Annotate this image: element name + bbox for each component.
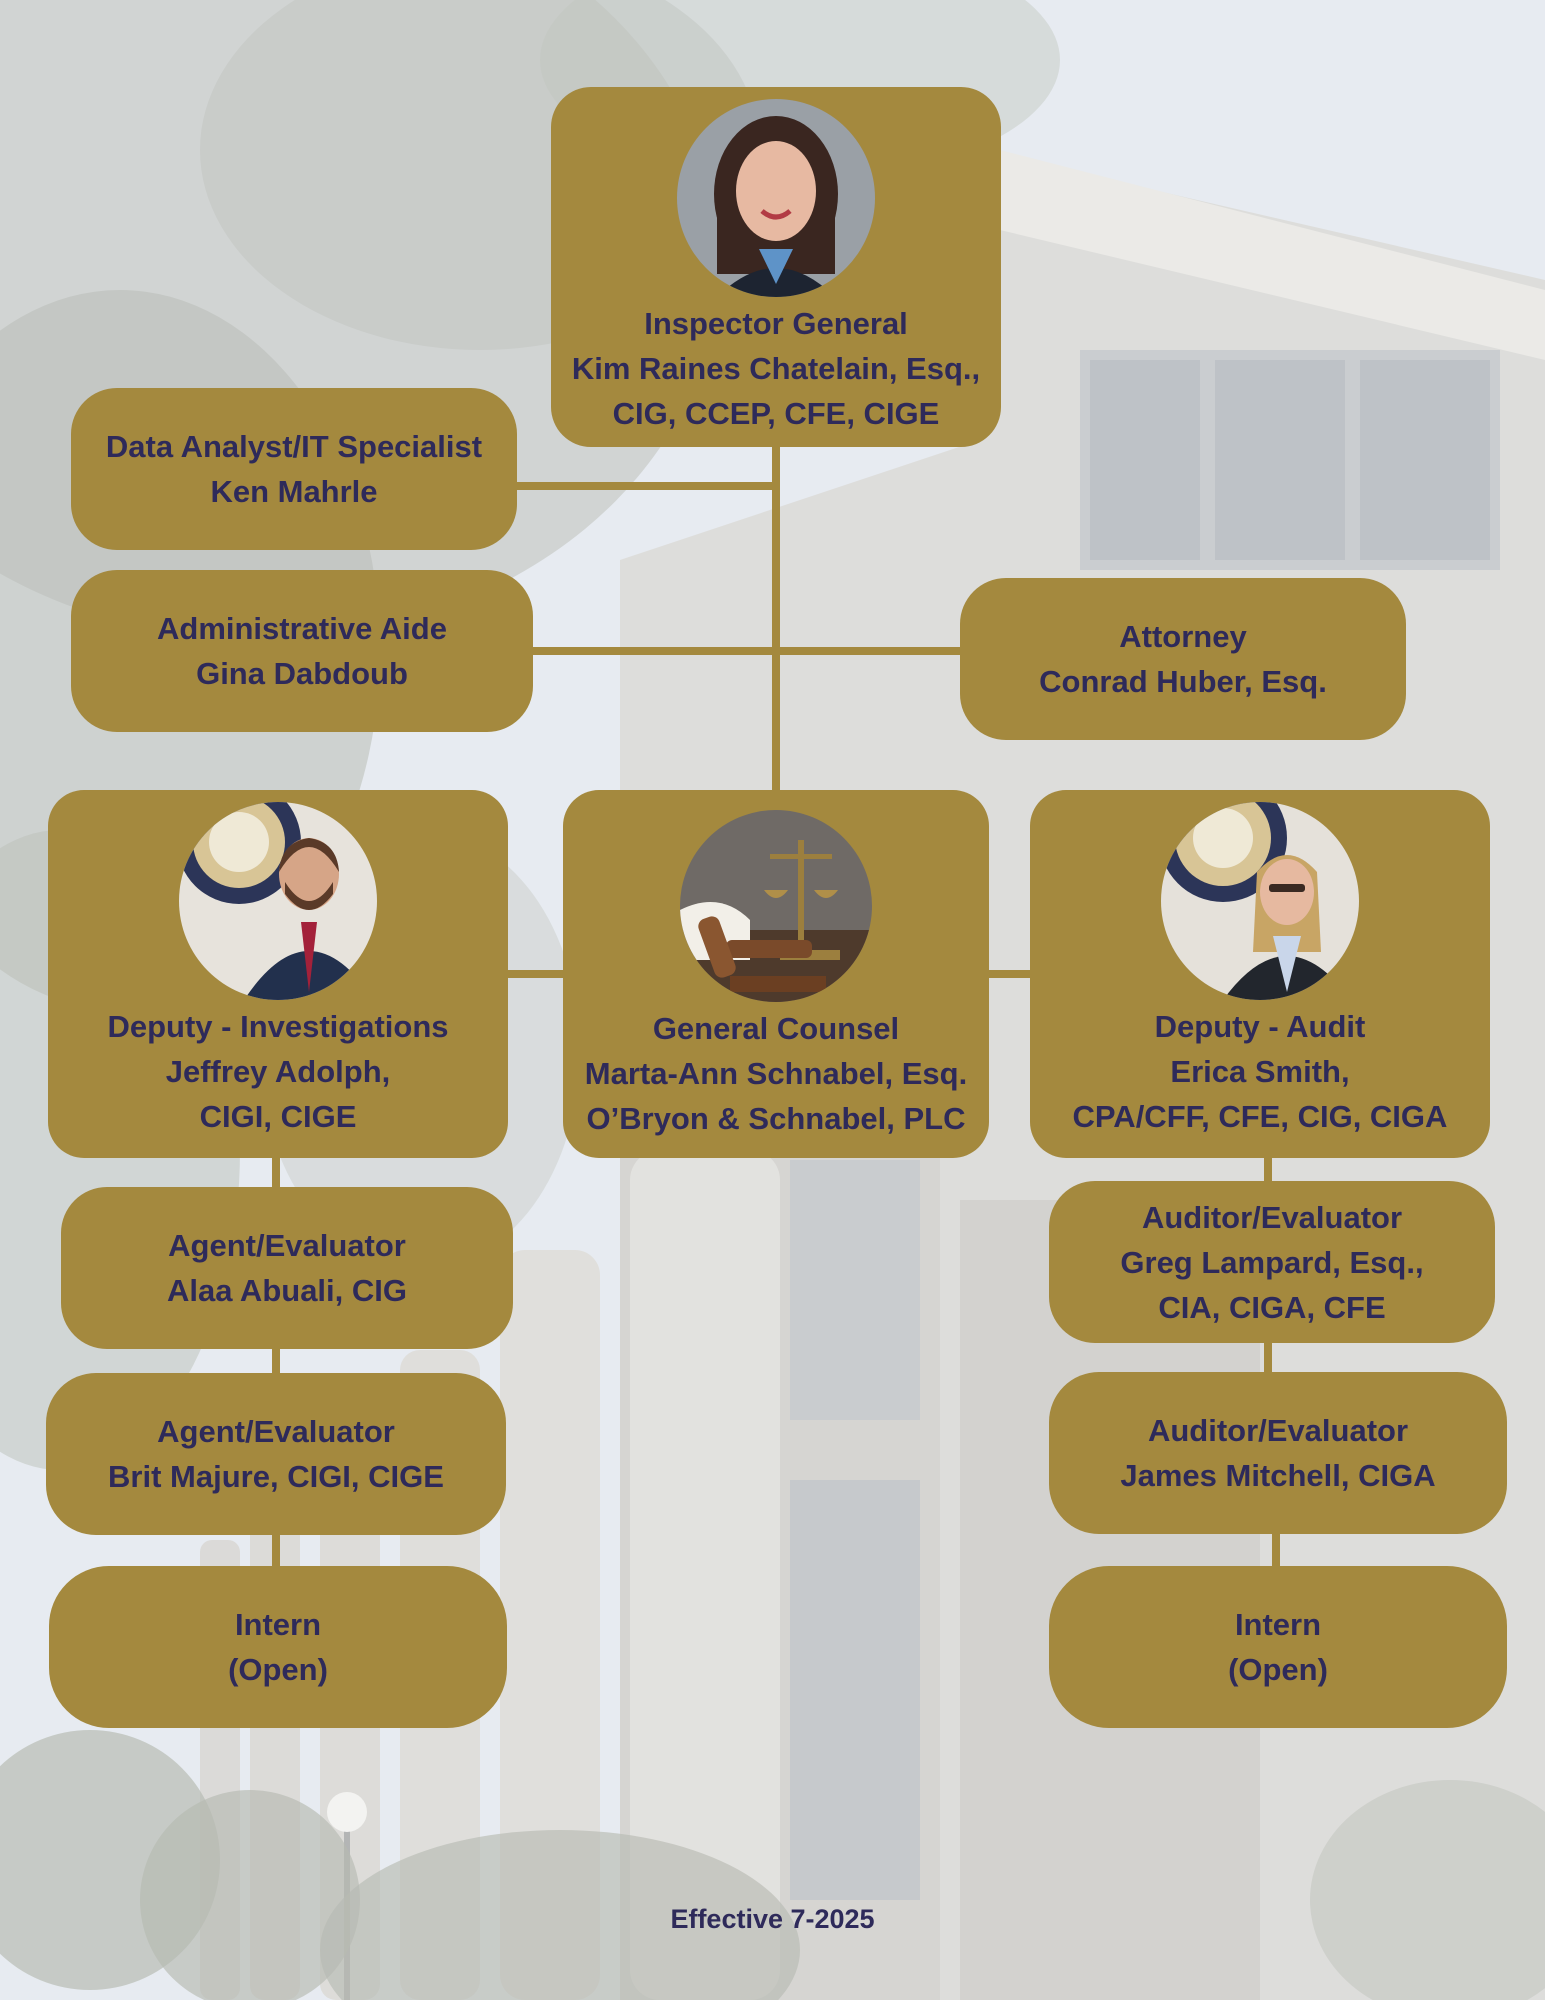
node-inspector-general-name: Kim Raines Chatelain, Esq., <box>571 351 981 386</box>
portrait-woman-with-seal-photo <box>1161 802 1359 1000</box>
node-deputy-audit-credentials: CPA/CFF, CFE, CIG, CIGA <box>1072 1099 1448 1134</box>
node-auditor-evaluator-2 <box>1049 1372 1507 1534</box>
node-auditor-evaluator-1 <box>1049 1181 1495 1343</box>
node-agent-evaluator-1-title: Agent/Evaluator <box>168 1228 406 1263</box>
node-inspector-general <box>551 87 1001 447</box>
node-general-counsel-title: General Counsel <box>652 1011 900 1046</box>
node-inspector-general-title: Inspector General <box>644 306 908 341</box>
node-auditor-evaluator-1-name: Greg Lampard, Esq., <box>1120 1244 1424 1280</box>
node-intern-right-title: Intern <box>1234 1607 1322 1642</box>
node-auditor-evaluator-1-credentials: CIA, CIGA, CFE <box>1158 1289 1386 1325</box>
node-general-counsel-name: Marta-Ann Schnabel, Esq. <box>584 1056 968 1091</box>
node-admin-aide-name: Gina Dabdoub <box>196 656 408 691</box>
node-attorney <box>960 578 1406 740</box>
node-intern-right-status: (Open) <box>1228 1652 1328 1687</box>
node-deputy-audit <box>1030 790 1490 1158</box>
node-agent-evaluator-1 <box>61 1187 513 1349</box>
portrait-woman-photo <box>677 99 875 297</box>
node-auditor-evaluator-2-title: Auditor/Evaluator <box>1147 1413 1409 1448</box>
node-deputy-audit-title: Deputy - Audit <box>1154 1009 1366 1044</box>
node-deputy-audit-name: Erica Smith, <box>1170 1054 1350 1089</box>
portrait-man-with-seal-photo <box>179 802 377 1000</box>
node-admin-aide <box>71 570 533 732</box>
effective-date-footer: Effective 7-2025 <box>670 1904 875 1934</box>
node-deputy-investigations-name: Jeffrey Adolph, <box>165 1054 391 1089</box>
node-general-counsel-firm: O’Bryon & Schnabel, PLC <box>586 1101 966 1136</box>
node-agent-evaluator-2-title: Agent/Evaluator <box>157 1414 395 1449</box>
node-intern-left-title: Intern <box>234 1607 322 1642</box>
node-auditor-evaluator-1-title: Auditor/Evaluator <box>1141 1199 1403 1235</box>
node-agent-evaluator-2 <box>46 1373 506 1535</box>
node-intern-left-status: (Open) <box>228 1652 328 1687</box>
node-general-counsel <box>563 790 989 1158</box>
node-agent-evaluator-1-name: Alaa Abuali, CIG <box>166 1273 407 1308</box>
node-intern-right <box>1049 1566 1507 1728</box>
node-attorney-title: Attorney <box>1119 619 1247 654</box>
node-data-analyst-title: Data Analyst/IT Specialist <box>105 429 483 464</box>
node-auditor-evaluator-2-name: James Mitchell, CIGA <box>1120 1458 1436 1493</box>
node-data-analyst <box>71 388 517 550</box>
scales-and-gavel-photo <box>680 810 872 1002</box>
node-data-analyst-name: Ken Mahrle <box>210 474 378 509</box>
node-admin-aide-title: Administrative Aide <box>157 611 447 646</box>
node-attorney-name: Conrad Huber, Esq. <box>1039 664 1327 699</box>
node-inspector-general-credentials: CIG, CCEP, CFE, CIGE <box>612 396 940 431</box>
node-agent-evaluator-2-name: Brit Majure, CIGI, CIGE <box>108 1459 444 1494</box>
node-intern-left <box>49 1566 507 1728</box>
node-deputy-investigations <box>48 790 508 1158</box>
node-deputy-investigations-credentials: CIGI, CIGE <box>199 1099 357 1134</box>
node-deputy-investigations-title: Deputy - Investigations <box>107 1009 449 1044</box>
